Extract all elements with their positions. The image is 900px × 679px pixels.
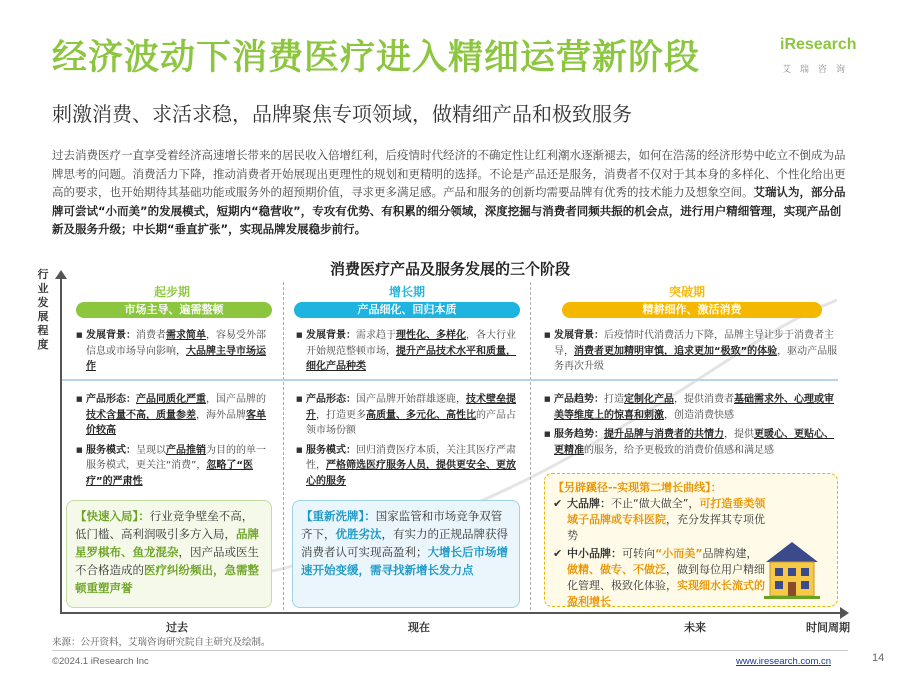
small-brand-item: ✔ 中小品牌：可转向“小而美”品牌构建，做精、做专、不做泛，做到每位用户精细化管理、极致化体验，实现细水长流式的盈利增长 bbox=[553, 547, 765, 608]
phase-3-service-item: ■ 服务趋势：提升品牌与消费者的共情力，提供更暖心、更贴心、更精准的服务，给予更极致的消费价值感和满足感 bbox=[544, 427, 840, 458]
big-brand-item: ✔ 大品牌：不止“做大做全”，可打造垂类领域子品牌或专科医院，充分发挥其专项优势 bbox=[553, 497, 766, 542]
phase-2-background bbox=[296, 328, 522, 379]
page-subtitle: 刺激消费、求活求稳，品牌聚焦专项领域，做精细产品和极致服务 bbox=[52, 102, 632, 126]
intro-paragraph bbox=[52, 146, 852, 239]
source-note: 来源：公开资料，艾瑞咨询研究院自主研究及绘制。 bbox=[52, 637, 271, 648]
intro-text: 过去消费医疗一直享受着经济高速增长带来的居民收入倍增红利，后疫情时代经济的不确定性让红利潮水逐渐褪去，如何在浩荡的经济形势中屹立不倒成为品牌思考的问题。消费活力下降，推动消费者开始展现出更理性的规划和更精明的选择。不论是产品还是服务，消费者不仅对于其本身的多样化、个性化给出更高的要求，也开始期待其基础功能或服务外的超预期价值，寻求更多满足感。产品和服务的创新均需要品牌有优秀的技术能力及想象空间。 bbox=[52, 148, 846, 199]
footer-divider bbox=[52, 650, 848, 651]
phase-band-divider bbox=[62, 379, 838, 381]
phase-1-product-service bbox=[76, 392, 274, 493]
page-title: 经济波动下消费医疗进入精细运营新阶段 bbox=[52, 38, 701, 78]
phase-2-name: 增长期 bbox=[388, 285, 425, 299]
x-axis bbox=[60, 612, 842, 614]
phase-1-name: 起步期 bbox=[153, 285, 190, 299]
phase-3-background-item: ■ 发展背景：后疫情时代消费活力下降，品牌主导让步于消费者主导，消费者更加精明审慎，追求更加“极致”的体验，驱动产品服务再次升级 bbox=[544, 328, 840, 375]
phase-2-service-item: ■ 服务模式：回归消费医疗本质，关注其医疗严肃性，严格筛选医疗服务人员，提供更安全、更放心的服务 bbox=[296, 443, 522, 490]
house-icon bbox=[762, 538, 822, 600]
phase-divider-1 bbox=[283, 282, 284, 610]
phase-2-background-item: ■ 发展背景：需求趋于理性化、多样化，各大行业开始规范整顿市场，提升产品技术水平和质量，细化产品种类 bbox=[296, 328, 522, 375]
phase-3-note: 【另辟蹊径--实现第二增长曲线】： ✔ 大品牌：不止“做大做全”，可打造垂类领域子品牌或专科医院，充分发挥其专项优势 ✔ 中小品牌：可转向“小而美”品牌构建，做精、做专、不做泛，做到每位用户精细化管理、极致化体验，实现细水长流式的盈利增长 bbox=[544, 473, 838, 607]
intro-conclusion: 艾瑞认为，部分品牌可尝试“小而美”的发展模式，短期内“稳营收”，专攻有优势、有积累的细分领域，深度挖掘与消费者同频共振的机会点，进行用户精细管理，实现产品创新及服务升级；中长期“垂直扩张”，实现品牌发展稳步前行。 bbox=[52, 185, 846, 236]
phase-3-product-service bbox=[544, 392, 840, 462]
x-tick-now: 现在 bbox=[408, 621, 430, 634]
logo-sub: 艾瑞咨询 bbox=[782, 65, 855, 75]
logo-brand: iResearch bbox=[780, 36, 857, 53]
phase-1-tagline: 市场主导、遍需整顿 bbox=[76, 302, 272, 318]
chart-title: 消费医疗产品及服务发展的三个阶段 bbox=[329, 260, 570, 278]
iresearch-logo bbox=[778, 32, 878, 80]
phase-2-note: 【重新洗牌】：国家监管和市场竞争双管齐下，优胜劣汰，有实力的正规品牌获得消费者认可实现高盈利；大增长后市场增速开始变缓，需寻找新增长发力点 bbox=[292, 500, 520, 608]
phase-1-background-item: ■ 发展背景：消费者需求简单，容易受外部信息或市场导向影响，大品牌主导市场运作 bbox=[76, 328, 274, 375]
x-tick-past: 过去 bbox=[166, 621, 188, 634]
x-axis-label: 时间周期 bbox=[806, 621, 850, 634]
phase-2-product-item: ■ 产品形态：国产品牌开始群雄逐鹿，技术壁垒提升，打造更多高质量、多元化、高性比的产品占领市场份额 bbox=[296, 392, 522, 439]
phase-1-note: 【快速入局】：行业竞争壁垒不高，低门槛、高利润吸引多方入局，品牌星罗棋布、鱼龙混杂，因产品或医生不合格造成的医疗纠纷频出，急需整顿重塑声誉 bbox=[66, 500, 272, 608]
page-number: 14 bbox=[872, 652, 885, 664]
phase-1-service-item: ■ 服务模式：呈现以产品推销为目的的单一服务模式，更关注“消费”，忽略了“医疗”的严肃性 bbox=[76, 443, 274, 490]
phase-1-product-item: ■ 产品形态：产品同质化严重，国产品牌的技术含量不高，质量参差，海外品牌客单价较高 bbox=[76, 392, 274, 439]
phase-divider-2 bbox=[530, 282, 531, 610]
phase-3-tagline: 精耕细作、激活消费 bbox=[562, 302, 822, 318]
check-icon: ✔ bbox=[553, 547, 563, 560]
phase-2-product-service bbox=[296, 392, 522, 493]
website-link[interactable]: www.iresearch.com.cn bbox=[736, 656, 832, 667]
check-icon: ✔ bbox=[553, 497, 563, 510]
phase-3-name: 突破期 bbox=[668, 285, 705, 299]
phase-2-tagline: 产品细化、回归本质 bbox=[294, 302, 520, 318]
copyright: ©2024.1 iResearch Inc bbox=[52, 656, 149, 667]
phase-1-background bbox=[76, 328, 274, 379]
phase-3-product-item: ■ 产品趋势：打造定制化产品，提供消费者基础需求外、心理或审美等维度上的惊喜和刺激，创造消费快感 bbox=[544, 392, 840, 423]
phase-3-background bbox=[544, 328, 840, 379]
y-axis-label: 行业发展程度 bbox=[37, 268, 49, 351]
x-tick-future: 未来 bbox=[684, 621, 706, 634]
